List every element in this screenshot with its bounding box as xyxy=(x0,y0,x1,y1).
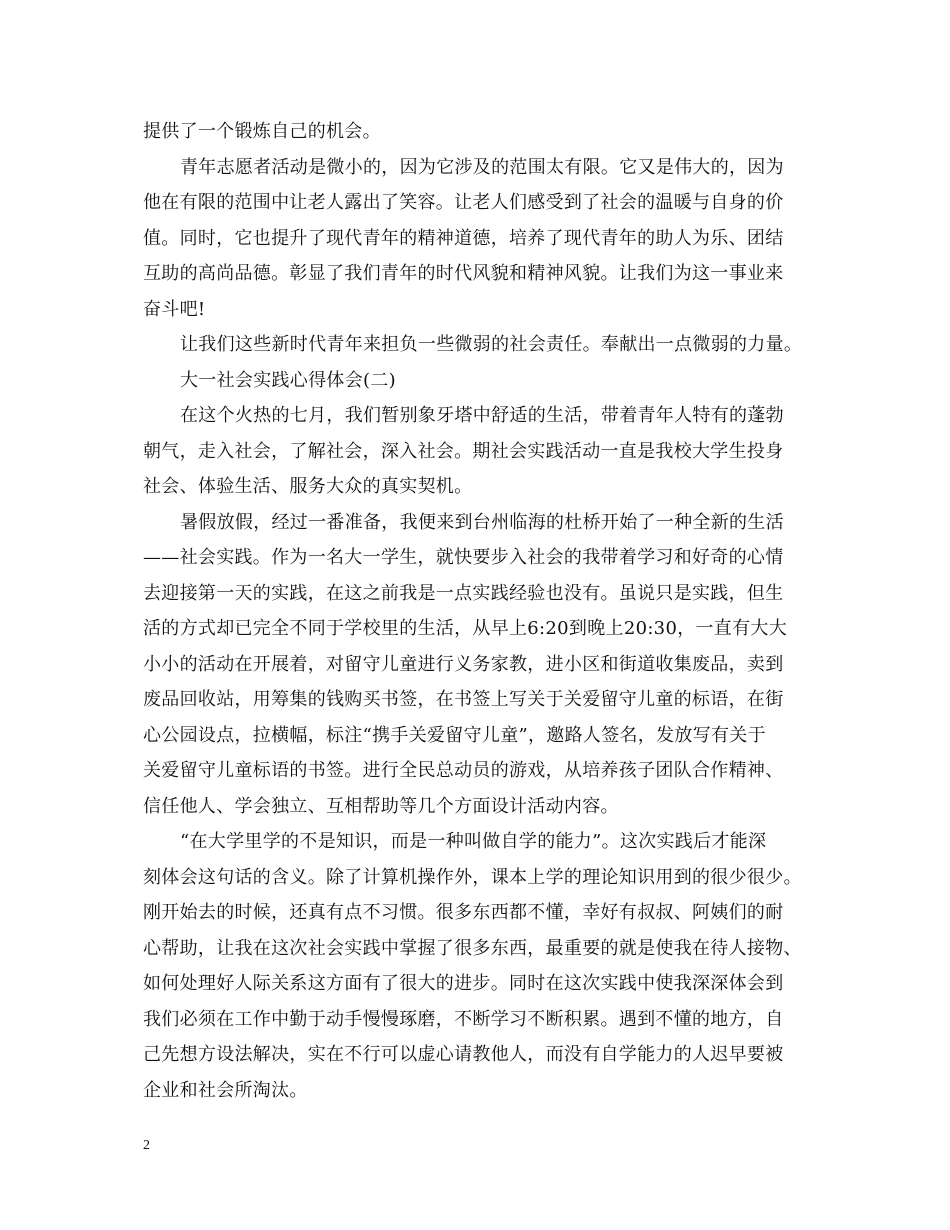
text-line: ——社会实践。作为一名大一学生，就快要步入社会的我带着学习和好奇的心情 xyxy=(143,547,784,568)
text-line: 奋斗吧! xyxy=(143,298,206,320)
text-line: 刚开始去的时候，还真有点不习惯。很多东西都不懂，幸好有叔叔、阿姨们的耐 xyxy=(143,902,784,923)
page-number: 2 xyxy=(143,1138,150,1153)
text-line: 互助的高尚品德。彰显了我们青年的时代风貌和精神风貌。让我们为这一事业来 xyxy=(143,263,784,284)
text-line: 大一社会实践心得体会(二) xyxy=(180,369,396,391)
text-line: 朝气，走入社会，了解社会，深入社会。期社会实践活动一直是我校大学生投身 xyxy=(143,440,784,462)
text-line: 关爱留守儿童标语的书签。进行全民总动员的游戏，从培养孩子团队合作精神、 xyxy=(143,760,784,781)
text-line: 我们必须在工作中勤于动手慢慢琢磨，不断学习不断积累。遇到不懂的地方，自 xyxy=(143,1008,784,1030)
text-line: 暑假放假，经过一番准备，我便来到台州临海的杜桥开始了一种全新的生活 xyxy=(180,511,784,533)
text-line: 己先想方设法解决，实在不行可以虚心请教他人，而没有自学能力的人迟早要被 xyxy=(143,1044,784,1065)
text-line: 小小的活动在开展着，对留守儿童进行义务家教，进小区和街道收集废品，卖到 xyxy=(143,653,784,675)
text-line: 值。同时，它也提升了现代青年的精神道德，培养了现代青年的助人为乐、团结 xyxy=(143,227,784,249)
text-line: 他在有限的范围中让老人露出了笑容。让老人们感受到了社会的温暖与自身的价 xyxy=(143,192,784,213)
text-line: 如何处理好人际关系这方面有了很大的进步。同时在这次实践中使我深深体会到 xyxy=(143,973,784,994)
text-line: 企业和社会所淘汰。 xyxy=(143,1079,308,1101)
text-line: 刻体会这句话的含义。除了计算机操作外，课本上学的理论知识用到的很少很少。 xyxy=(143,866,802,888)
text-line: 提供了一个锻炼自己的机会。 xyxy=(143,121,381,142)
text-line: 活的方式却已完全不同于学校里的生活，从早上6:20到晚上20:30，一直有大大 xyxy=(143,618,787,639)
text-line: 社会、体验生活、服务大众的真实契机。 xyxy=(143,476,473,497)
text-line: 心公园设点，拉横幅，标注“携手关爱留守儿童”，邀路人签名，发放写有关于 xyxy=(143,724,766,746)
text-line: 心帮助，让我在这次社会实践中掌握了很多东西，最重要的就是使我在待人接物、 xyxy=(143,937,802,959)
text-line: 废品回收站，用筹集的钱购买书签，在书签上写关于关爱留守儿童的标语，在街 xyxy=(143,689,784,710)
text-line: 信任他人、学会独立、互相帮助等几个方面设计活动内容。 xyxy=(143,795,619,817)
text-line: 青年志愿者活动是微小的，因为它涉及的范围太有限。它又是伟大的，因为 xyxy=(180,156,784,178)
text-line: 去迎接第一天的实践，在这之前我是一点实践经验也没有。虽说只是实践，但生 xyxy=(143,582,784,604)
body-text xyxy=(143,114,823,1108)
text-line: “在大学里学的不是知识，而是一种叫做自学的能力”。这次实践后才能深 xyxy=(180,831,767,852)
text-line: 让我们这些新时代青年来担负一些微弱的社会责任。奉献出一点微弱的力量。 xyxy=(180,334,803,355)
text-line: 在这个火热的七月，我们暂别象牙塔中舒适的生活，带着青年人特有的蓬勃 xyxy=(180,405,784,426)
